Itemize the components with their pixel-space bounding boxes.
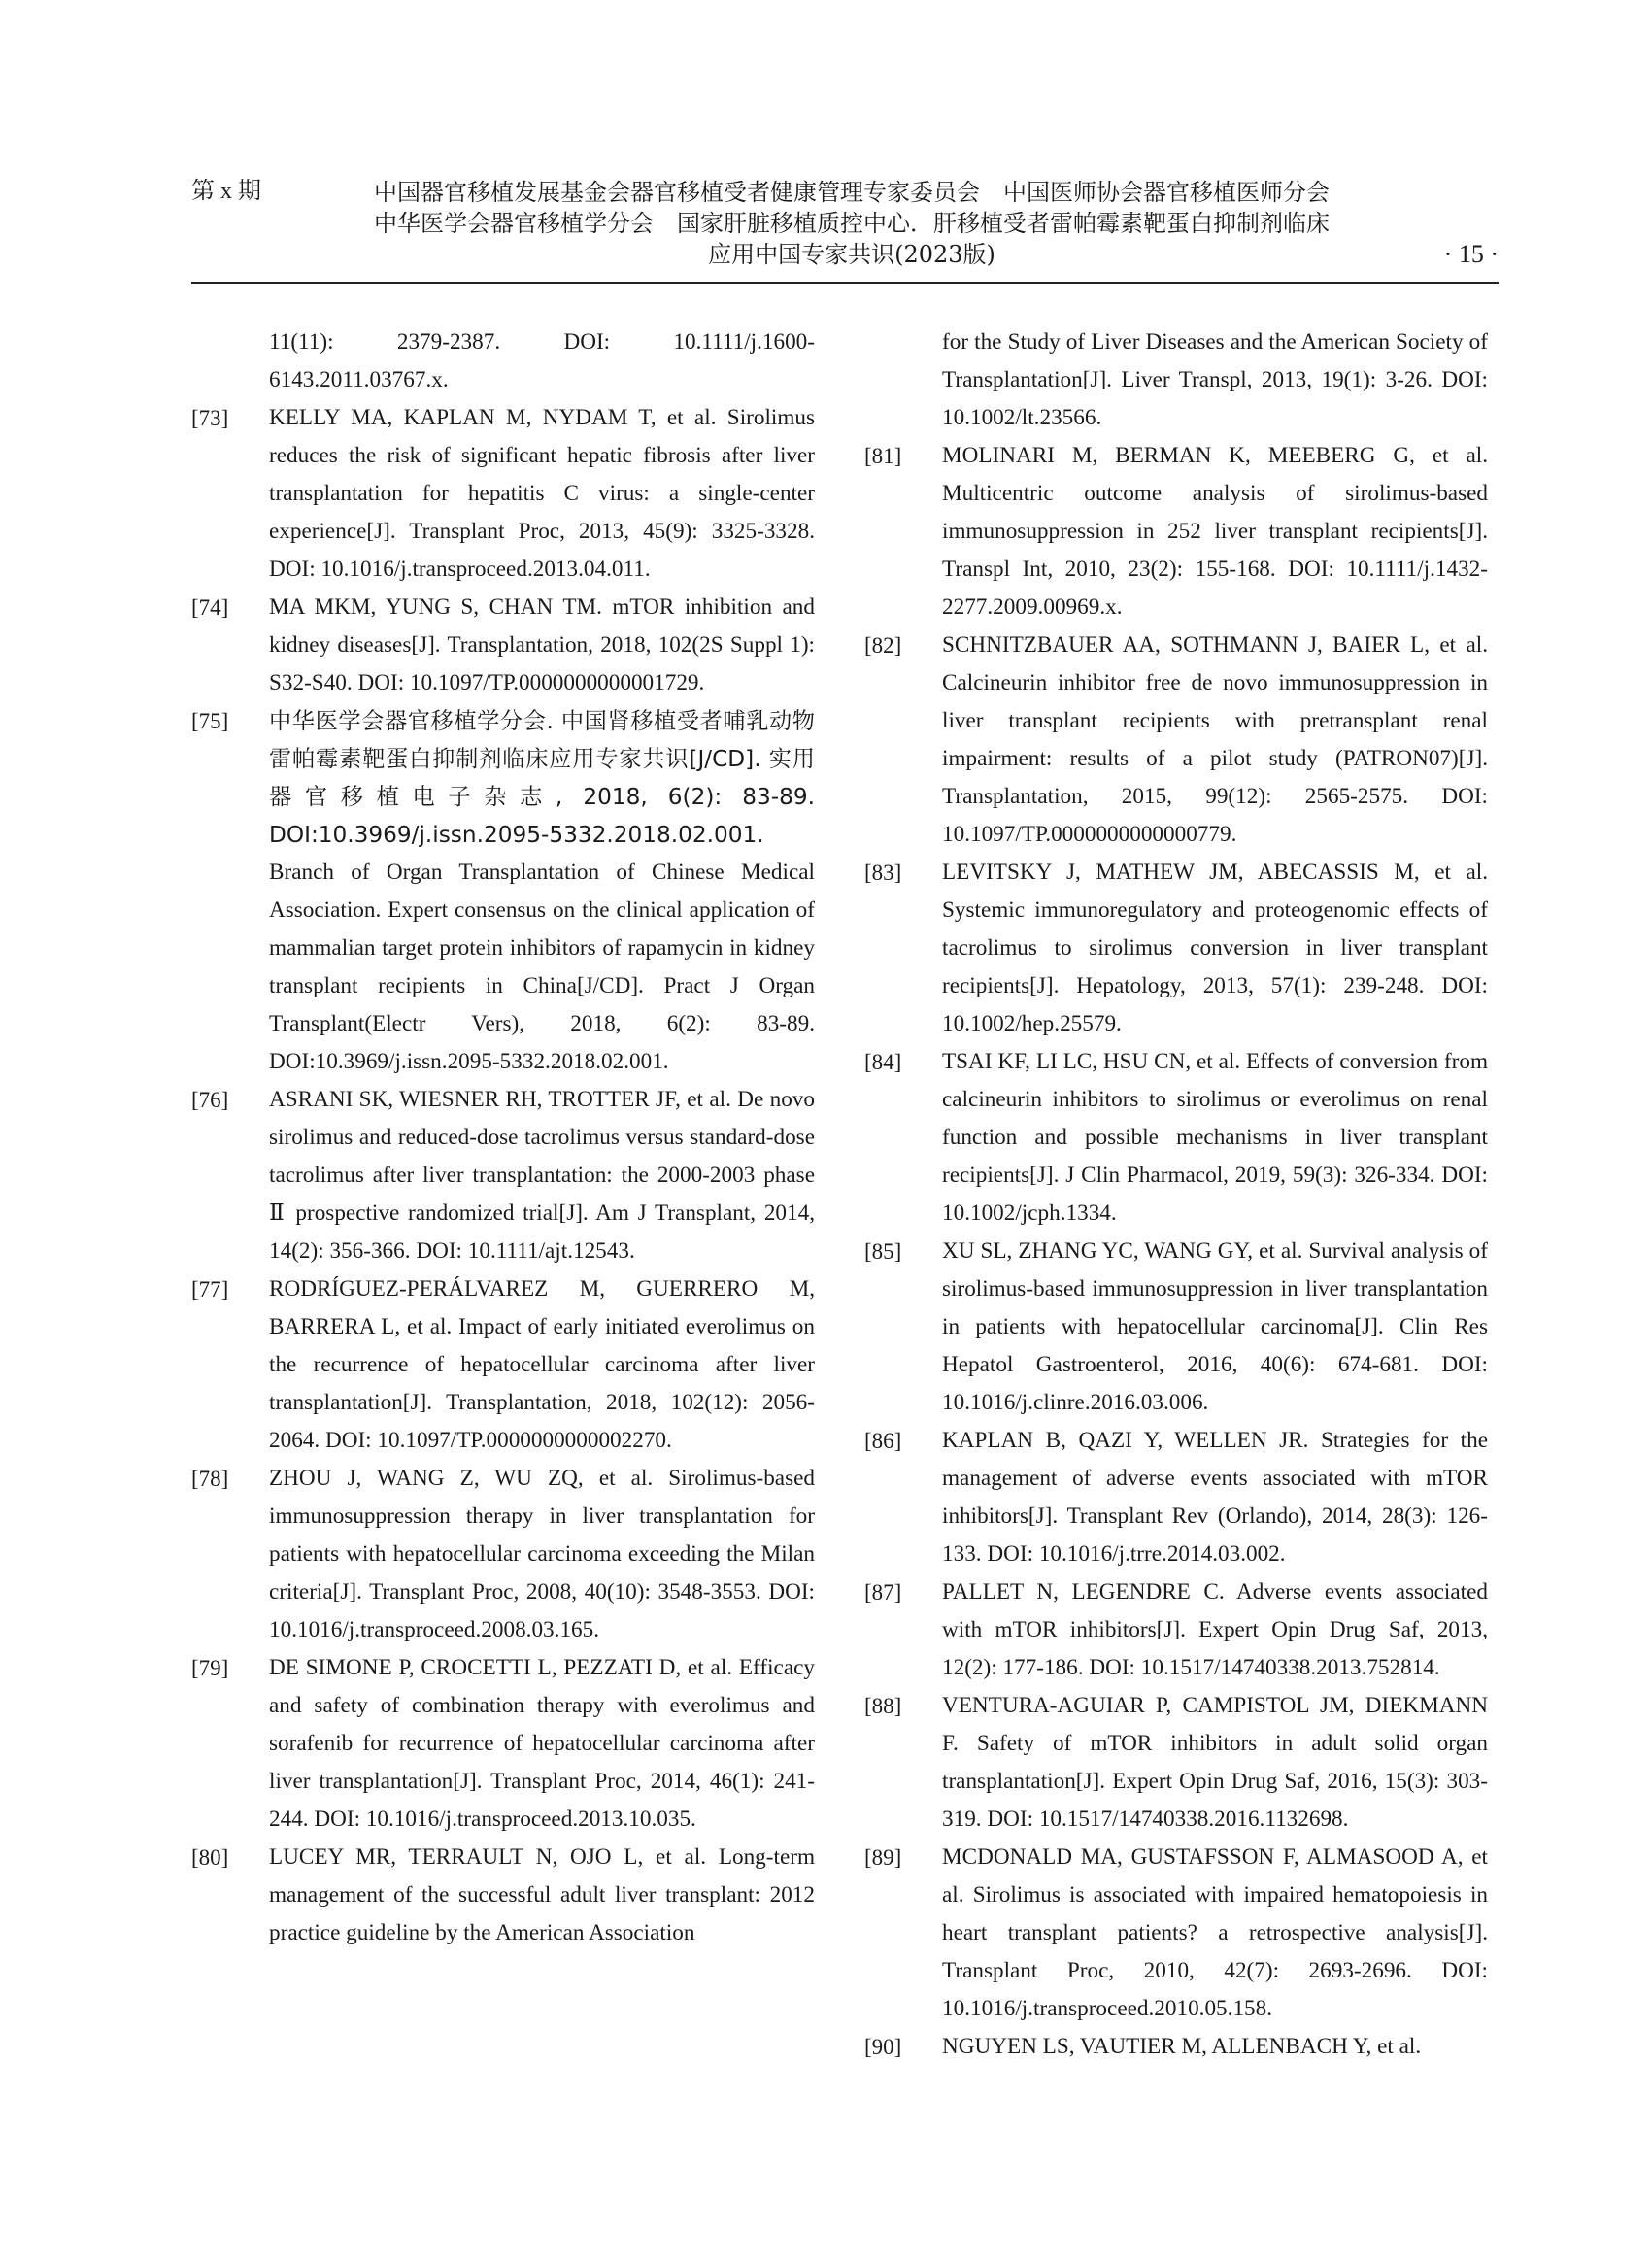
reference-text: 中华医学会器官移植学分会. 中国肾移植受者哺乳动物雷帕霉素靶蛋白抑制剂临床应用专家共识[J/CD]. 实用器官移植电子杂志, 2018, 6(2): 83-89. DOI:10.3969/j.issn.2095-5332.2018.02.001. [269, 708, 815, 848]
running-title-line: 中华医学会器官移植学分会 国家肝脏移植质控中心．肝移植受者雷帕霉素靶蛋白抑制剂临床 [374, 210, 1330, 237]
reference-item [864, 1839, 1488, 2028]
reference-continuation: for the Study of Liver Diseases and the American Society of Transplantation[J]. Liver Transpl, 2013, 19(1): 3-26. DOI: 10.1002/lt.23566. [942, 329, 1488, 430]
reference-text: MCDONALD MA, GUSTAFSSON F, ALMASOOD A, et al. Sirolimus is associated with impaired hematopoiesis in heart transplant patients? a retrospective analysis[J]. Transplant Proc, 2010, 42(7): 2693-2696. DOI: 10.1016/j.transproceed.2010.05.158. [942, 1844, 1488, 2021]
reference-text: VENTURA-AGUIAR P, CAMPISTOL JM, DIEKMANN F. Safety of mTOR inhibitors in adult solid organ transplantation[J]. Expert Opin Drug Saf, 2016, 15(3): 303-319. DOI: 10.1517/14740338.2016.1132698. [942, 1693, 1488, 1832]
reference-text: RODRÍGUEZ-PERÁLVAREZ M, GUERRERO M, BARRERA L, et al. Impact of early initiated everolimus on the recurrence of hepatocellular carcinoma after liver transplantation[J]. Transplantation, 2018, 102(12): 2056-2064. DOI: 10.1097/TP.0000000000002270. [269, 1276, 815, 1453]
reference-text: KELLY MA, KAPLAN M, NYDAM T, et al. Sirolimus reduces the risk of significant hepatic fibrosis after liver transplantation for hepatitis C virus: a single-center experience[J]. Transplant Proc, 2013, 45(9): 3325-3328. DOI: 10.1016/j.transproceed.2013.04.011. [269, 405, 815, 582]
issue-label: 第 x 期 [191, 179, 261, 204]
reference-number: [84] [864, 1050, 902, 1074]
reference-column-left [191, 323, 815, 1952]
reference-text: ASRANI SK, WIESNER RH, TROTTER JF, et al. De novo sirolimus and reduced-dose tacrolimus versus standard-dose tacrolimus after liver transplantation: the 2000-2003 phase Ⅱ prospective randomized trial[J]. Am J Transplant, 2014, 14(2): 356-366. DOI: 10.1111/ajt.12543. [269, 1087, 815, 1264]
reference-item [191, 589, 815, 702]
reference-text: KAPLAN B, QAZI Y, WELLEN JR. Strategies for the management of adverse events associated with mTOR inhibitors[J]. Transplant Rev (Orlando), 2014, 28(3): 126-133. DOI: 10.1016/j.trre.2014.03.002. [942, 1428, 1488, 1567]
reference-text: DE SIMONE P, CROCETTI L, PEZZATI D, et al. Efficacy and safety of combination therapy with everolimus and sorafenib for recurrence of hepatocellular carcinoma after liver transplantation[J]. Transplant Proc, 2014, 46(1): 241-244. DOI: 10.1016/j.transproceed.2013.10.035. [269, 1655, 815, 1832]
reference-text: SCHNITZBAUER AA, SOTHMANN J, BAIER L, et al. Calcineurin inhibitor free de novo immunosuppression in liver transplant recipients with pretransplant renal impairment: results of a pilot study (PATRON07)[J]. Transplantation, 2015, 99(12): 2565-2575. DOI: 10.1097/TP.0000000000000779. [942, 632, 1488, 847]
reference-number: [75] [191, 709, 229, 733]
reference-item [191, 1460, 815, 1649]
reference-number: [89] [864, 1845, 902, 1870]
reference-text: NGUYEN LS, VAUTIER M, ALLENBACH Y, et al. [942, 2034, 1422, 2059]
reference-item [191, 1270, 815, 1460]
reference-number: [73] [191, 406, 229, 430]
reference-number: [74] [191, 595, 229, 620]
running-title-line: 应用中国专家共识(2023版) [708, 241, 995, 268]
running-title-line: 中国器官移植发展基金会器官移植受者健康管理专家委员会 中国医师协会器官移植医师分会 [374, 179, 1330, 206]
reference-number: [78] [191, 1467, 229, 1491]
reference-column-right [864, 323, 1488, 2066]
reference-text: ZHOU J, WANG Z, WU ZQ, et al. Sirolimus-based immunosuppression therapy in liver transplantation for patients with hepatocellular carcinoma exceeding the Milan criteria[J]. Transplant Proc, 2008, 40(10): 3548-3553. DOI: 10.1016/j.transproceed.2008.03.165. [269, 1466, 815, 1642]
reference-number: [80] [191, 1845, 229, 1870]
reference-item [864, 1687, 1488, 1839]
reference-item [864, 1043, 1488, 1233]
reference-text: PALLET N, LEGENDRE C. Adverse events associated with mTOR inhibitors[J]. Expert Opin Drug Saf, 2013, 12(2): 177-186. DOI: 10.1517/14740338.2013.752814. [942, 1579, 1488, 1680]
reference-text: XU SL, ZHANG YC, WANG GY, et al. Survival analysis of sirolimus-based immunosuppression in liver transplantation in patients with hepatocellular carcinoma[J]. Clin Res Hepatol Gastroenterol, 2016, 40(6): 674-681. DOI: 10.1016/j.clinre.2016.03.006. [942, 1238, 1488, 1415]
reference-item [864, 626, 1488, 854]
reference-item [191, 399, 815, 589]
reference-item [191, 702, 815, 1081]
reference-item [864, 854, 1488, 1043]
reference-number: [79] [191, 1656, 229, 1680]
reference-text: LEVITSKY J, MATHEW JM, ABECASSIS M, et al. Systemic immunoregulatory and proteogenomic effects of tacrolimus to sirolimus conversion in liver transplant recipients[J]. Hepatology, 2013, 57(1): 239-248. DOI: 10.1002/hep.25579. [942, 860, 1488, 1036]
reference-item [864, 1573, 1488, 1687]
reference-number: [90] [864, 2035, 902, 2059]
running-header [191, 177, 1499, 278]
reference-number: [86] [864, 1429, 902, 1453]
reference-item [864, 437, 1488, 626]
reference-continuation: 11(11): 2379-2387. DOI: 10.1111/j.1600-6143.2011.03767.x. [269, 329, 815, 392]
reference-text-english: Branch of Organ Transplantation of Chinese Medical Association. Expert consensus on the clinical application of mammalian target protein inhibitors of rapamycin in kidney transplant recipients in China[J/CD]. Pract J Organ Transplant(Electr Vers), 2018, 6(2): 83-89. DOI:10.3969/j.issn.2095-5332.2018.02.001. [269, 860, 815, 1074]
reference-item [864, 1233, 1488, 1422]
running-title [347, 177, 1357, 270]
reference-text: TSAI KF, LI LC, HSU CN, et al. Effects of conversion from calcineurin inhibitors to sirolimus or everolimus on renal function and possible mechanisms in liver transplant recipients[J]. J Clin Pharmacol, 2019, 59(3): 326-334. DOI: 10.1002/jcph.1334. [942, 1049, 1488, 1226]
reference-item [191, 1649, 815, 1839]
reference-number: [77] [191, 1277, 229, 1301]
page-number: · 15 · [1443, 240, 1499, 268]
reference-number: [87] [864, 1580, 902, 1605]
reference-item [864, 2028, 1488, 2066]
reference-item [191, 1839, 815, 1952]
reference-item [864, 1422, 1488, 1573]
reference-item [191, 1081, 815, 1270]
reference-text: MOLINARI M, BERMAN K, MEEBERG G, et al. Multicentric outcome analysis of sirolimus-based immunosuppression in 252 liver transplant recipients[J]. Transpl Int, 2010, 23(2): 155-168. DOI: 10.1111/j.1432-2277.2009.00969.x. [942, 443, 1488, 620]
reference-number: [85] [864, 1239, 902, 1264]
reference-number: [81] [864, 444, 902, 468]
reference-number: [88] [864, 1694, 902, 1718]
reference-number: [82] [864, 633, 902, 658]
header-divider [191, 282, 1499, 284]
reference-text: MA MKM, YUNG S, CHAN TM. mTOR inhibition and kidney diseases[J]. Transplantation, 2018, 102(2S Suppl 1): S32-S40. DOI: 10.1097/TP.0000000000001729. [269, 594, 815, 695]
reference-text: LUCEY MR, TERRAULT N, OJO L, et al. Long-term management of the successful adult liver transplant: 2012 practice guideline by the American Association [269, 1844, 815, 1945]
reference-number: [83] [864, 861, 902, 885]
reference-number: [76] [191, 1088, 229, 1112]
